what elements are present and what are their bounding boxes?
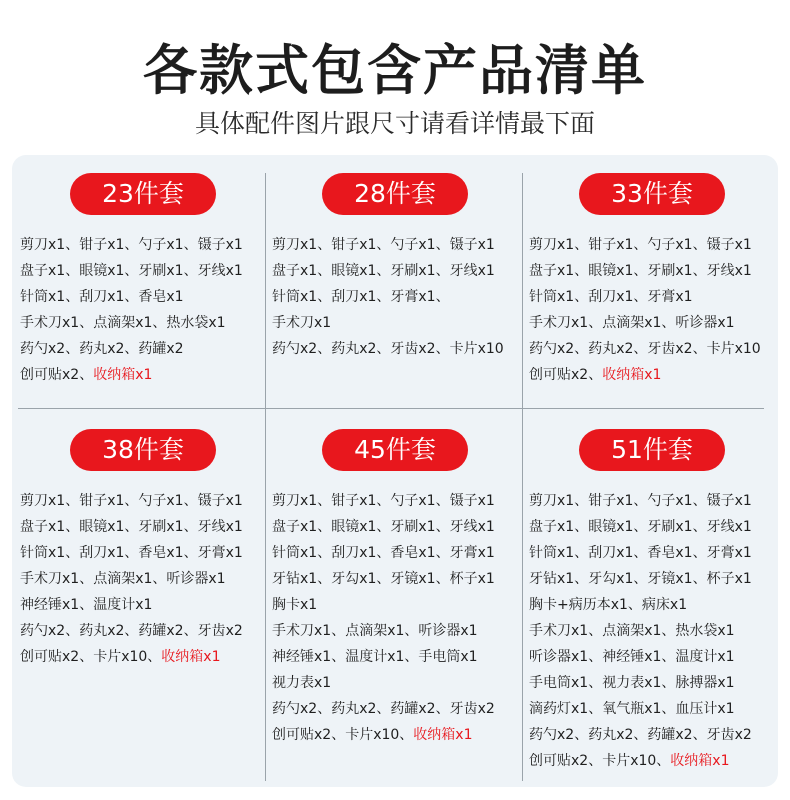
page-title: 各款式包含产品清单 [143, 39, 647, 102]
item-text: 针筒x1、刮刀x1、香皂x1、牙膏x1 [529, 545, 752, 561]
item-text: 药勺x2、药丸x2、药罐x2、牙齿x2 [20, 623, 243, 639]
storage-box-item: 收纳箱x1 [602, 367, 662, 383]
storage-box-item: 收纳箱x1 [161, 649, 221, 665]
item-text: 听诊器x1、神经锤x1、温度计x1 [529, 649, 735, 665]
item-text: 牙钻x1、牙勾x1、牙镜x1、杯子x1 [272, 571, 495, 587]
item-text: 手术刀x1、点滴架x1、热水袋x1 [529, 623, 735, 639]
item-line [20, 336, 243, 362]
item-text: 滴药灯x1、氧气瓶x1、血压计x1 [529, 701, 735, 717]
item-line [20, 592, 243, 618]
item-text: 视力表x1 [272, 675, 332, 691]
page-subtitle: 具体配件图片跟尺寸请看详情最下面 [194, 109, 595, 138]
item-text: 手术刀x1 [272, 315, 332, 331]
item-line [529, 362, 761, 388]
item-text: 药勺x2、药丸x2、牙齿x2、卡片x10 [529, 341, 761, 357]
item-text: 牙钻x1、牙勾x1、牙镜x1、杯子x1 [529, 571, 752, 587]
item-text: 手术刀x1、点滴架x1、热水袋x1 [20, 315, 226, 331]
item-text: 药勺x2、药丸x2、药罐x2 [20, 341, 184, 357]
item-text: 盘子x1、眼镜x1、牙刷x1、牙线x1 [529, 519, 752, 535]
item-line [529, 540, 752, 566]
item-text: 创可贴x2、 [20, 367, 94, 383]
set-badge: 51件套 [579, 429, 725, 471]
item-text: 剪刀x1、钳子x1、勺子x1、镊子x1 [20, 237, 243, 253]
item-text: 药勺x2、药丸x2、牙齿x2、卡片x10 [272, 341, 504, 357]
item-line [272, 644, 495, 670]
item-line [529, 592, 752, 618]
item-text: 剪刀x1、钳子x1、勺子x1、镊子x1 [529, 237, 752, 253]
item-line [529, 618, 752, 644]
item-text: 剪刀x1、钳子x1、勺子x1、镊子x1 [272, 493, 495, 509]
item-line [529, 514, 752, 540]
item-line [272, 618, 495, 644]
item-text: 盘子x1、眼镜x1、牙刷x1、牙线x1 [20, 519, 243, 535]
row-divider [18, 408, 764, 409]
item-lines [529, 488, 752, 774]
item-text: 胸卡+病历本x1、病床x1 [529, 597, 688, 613]
item-text: 手术刀x1、点滴架x1、听诊器x1 [272, 623, 478, 639]
storage-box-item: 收纳箱x1 [670, 753, 730, 769]
item-line [529, 644, 752, 670]
item-text: 盘子x1、眼镜x1、牙刷x1、牙线x1 [272, 263, 495, 279]
item-text: 针筒x1、刮刀x1、牙膏x1 [529, 289, 693, 305]
storage-box-item: 收纳箱x1 [413, 727, 473, 743]
item-line [529, 696, 752, 722]
item-text: 创可贴x2、卡片x10、 [529, 753, 671, 769]
item-text: 手术刀x1、点滴架x1、听诊器x1 [20, 571, 226, 587]
item-line [20, 566, 243, 592]
item-lines [20, 488, 243, 670]
item-text: 药勺x2、药丸x2、药罐x2、牙齿x2 [529, 727, 752, 743]
item-text: 针筒x1、刮刀x1、牙膏x1、 [272, 289, 450, 305]
item-line [529, 722, 752, 748]
item-text: 针筒x1、刮刀x1、香皂x1、牙膏x1 [20, 545, 243, 561]
item-line [529, 336, 761, 362]
item-text: 神经锤x1、温度计x1、手电筒x1 [272, 649, 478, 665]
product-list-panel [12, 155, 778, 787]
item-lines [529, 232, 761, 388]
column-divider [265, 173, 266, 781]
item-line [20, 488, 243, 514]
storage-box-item: 收纳箱x1 [93, 367, 153, 383]
item-line [272, 540, 495, 566]
set-badge: 38件套 [70, 429, 216, 471]
item-line [20, 618, 243, 644]
item-text: 创可贴x2、卡片x10、 [20, 649, 162, 665]
item-lines [272, 232, 504, 362]
item-line [272, 232, 504, 258]
item-line [20, 232, 243, 258]
item-line [20, 310, 243, 336]
item-line [529, 748, 752, 774]
item-line [529, 284, 761, 310]
set-badge: 28件套 [322, 173, 468, 215]
item-text: 剪刀x1、钳子x1、勺子x1、镊子x1 [529, 493, 752, 509]
item-line [529, 670, 752, 696]
item-line [529, 566, 752, 592]
item-line [272, 284, 504, 310]
item-text: 胸卡x1 [272, 597, 318, 613]
set-badge: 23件套 [70, 173, 216, 215]
item-text: 神经锤x1、温度计x1 [20, 597, 153, 613]
item-line [272, 258, 504, 284]
item-text: 剪刀x1、钳子x1、勺子x1、镊子x1 [272, 237, 495, 253]
item-line [20, 644, 243, 670]
item-text: 剪刀x1、钳子x1、勺子x1、镊子x1 [20, 493, 243, 509]
item-text: 手电筒x1、视力表x1、脉搏器x1 [529, 675, 735, 691]
set-badge: 33件套 [579, 173, 725, 215]
item-line [272, 488, 495, 514]
item-line [272, 310, 504, 336]
item-line [272, 670, 495, 696]
column-divider [522, 173, 523, 781]
item-line [272, 722, 495, 748]
item-line [529, 258, 761, 284]
item-text: 盘子x1、眼镜x1、牙刷x1、牙线x1 [272, 519, 495, 535]
item-text: 创可贴x2、 [529, 367, 603, 383]
item-line [272, 336, 504, 362]
item-line [272, 592, 495, 618]
item-text: 手术刀x1、点滴架x1、听诊器x1 [529, 315, 735, 331]
item-lines [20, 232, 243, 388]
item-line [272, 514, 495, 540]
item-line [20, 258, 243, 284]
set-badge: 45件套 [322, 429, 468, 471]
item-line [272, 696, 495, 722]
item-line [272, 566, 495, 592]
item-line [20, 284, 243, 310]
item-text: 盘子x1、眼镜x1、牙刷x1、牙线x1 [20, 263, 243, 279]
item-text: 药勺x2、药丸x2、药罐x2、牙齿x2 [272, 701, 495, 717]
item-line [20, 362, 243, 388]
item-text: 盘子x1、眼镜x1、牙刷x1、牙线x1 [529, 263, 752, 279]
item-line [20, 514, 243, 540]
item-text: 创可贴x2、卡片x10、 [272, 727, 414, 743]
item-line [529, 232, 761, 258]
item-line [20, 540, 243, 566]
item-text: 针筒x1、刮刀x1、香皂x1、牙膏x1 [272, 545, 495, 561]
item-text: 针筒x1、刮刀x1、香皂x1 [20, 289, 184, 305]
item-lines [272, 488, 495, 748]
item-line [529, 310, 761, 336]
item-line [529, 488, 752, 514]
